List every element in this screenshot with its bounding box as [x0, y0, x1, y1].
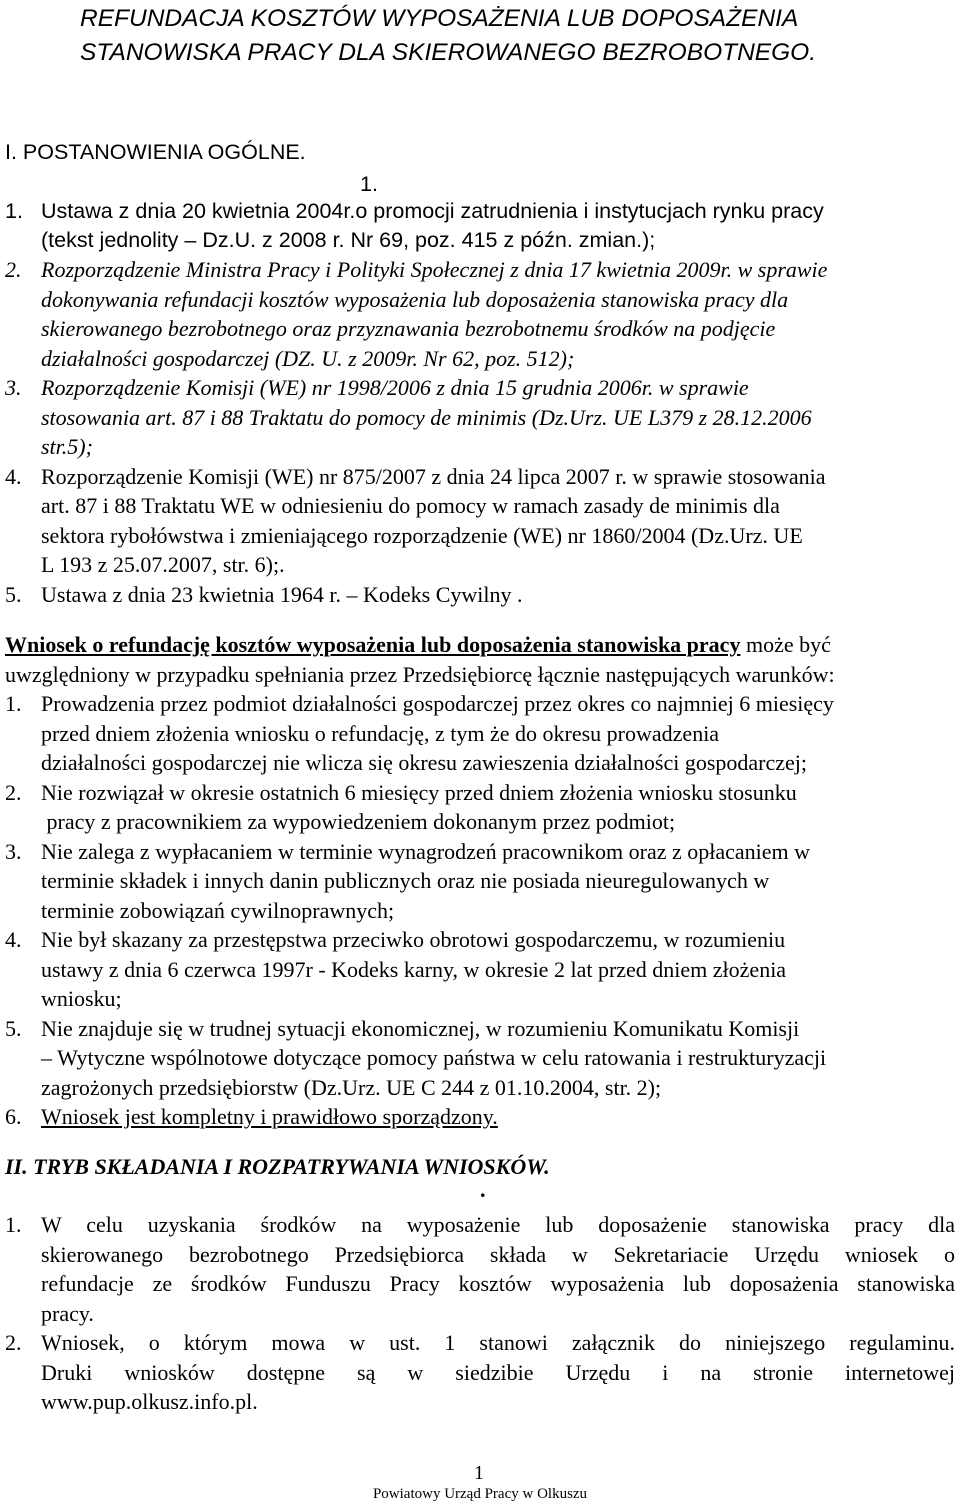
item-number: 2.: [5, 779, 22, 805]
item-line: skierowanego bezrobotnego Przedsiębiorca składa w Sekretariacie Urzędu wniosek o: [41, 1241, 955, 1267]
item-line: Nie był skazany za przestępstwa przeciwko obrotowi gospodarczemu, w rozumieniu: [41, 927, 786, 952]
procedure-item: [5, 1328, 955, 1417]
document-title: [80, 2, 940, 70]
conditions-intro: [5, 630, 955, 689]
item-line: terminie zobowiązań cywilnoprawnych;: [41, 897, 395, 923]
condition-item: [5, 689, 955, 778]
item-line: Wniosek, o którym mowa w ust. 1 stanowi załącznik do niniejszego regulaminu.: [41, 1330, 955, 1355]
item-line: refundacje ze środków Funduszu Pracy kosztów wyposażenia lub doposażenia stanowiska: [41, 1271, 955, 1296]
item-number: 4.: [5, 927, 22, 952]
legal-basis-item: [5, 373, 955, 462]
intro-rest-text: może być: [740, 632, 831, 657]
section-2-heading: II. TRYB SKŁADANIA I ROZPATRYWANIA WNIOSKÓW.: [5, 1154, 550, 1179]
item-number: 1.: [5, 1212, 22, 1237]
item-line: Nie znajduje się w trudnej sytuacji ekonomicznej, w rozumieniu Komunikatu Komisji: [41, 1015, 800, 1041]
legal-basis-item: [5, 462, 955, 580]
item-line: (tekst jednolity – Dz.U. z 2008 r. Nr 69, poz. 415 z późn. zmian.);: [41, 228, 656, 252]
condition-item: [5, 925, 955, 1014]
item-line: Prowadzenia przez podmiot działalności gospodarczej przez okres co najmniej 6 miesięcy: [41, 691, 834, 716]
page-footer: Powiatowy Urząd Pracy w Olkuszu: [372, 1486, 588, 1502]
item-number: 1.: [5, 691, 22, 716]
item-number: 1.: [5, 199, 23, 223]
item-line: – Wytyczne wspólnotowe dotyczące pomocy państwa w celu ratowania i restrukturyzacji: [41, 1045, 827, 1070]
condition-item: [5, 1014, 955, 1103]
section-1-heading: I. POSTANOWIENIA OGÓLNE.: [5, 140, 306, 164]
item-line: W celu uzyskania środków na wyposażenie lub doposażenie stanowiska pracy dla: [41, 1212, 955, 1237]
item-number: 2.: [5, 1330, 22, 1355]
item-line: dokonywania refundacji kosztów wyposażenia lub doposażenia stanowiska pracy dla: [41, 286, 789, 312]
item-line: Rozporządzenie Ministra Pracy i Polityki Społecznej z dnia 17 kwietnia 2009r. w sprawie: [41, 257, 828, 282]
item-line: przed dniem złożenia wniosku o refundację, z tym że do okresu prowadzenia: [41, 720, 720, 746]
item-line: pracy z pracownikiem za wypowiedzeniem dokonanym przez podmiot;: [41, 809, 676, 834]
item-line: www.pup.olkusz.info.pl.: [41, 1389, 258, 1414]
legal-basis-item: [5, 255, 955, 373]
intro-bold-text: Wniosek o refundację kosztów wyposażenia lub doposażenia stanowiska pracy: [5, 632, 741, 657]
item-number: 3.: [5, 838, 22, 864]
item-line: stosowania art. 87 i 88 Traktatu do pomocy de minimis (Dz.Urz. UE L379 z 28.12.2006: [41, 404, 812, 430]
item-line: Nie rozwiązał w okresie ostatnich 6 miesięcy przed dniem złożenia wniosku stosunku: [41, 779, 797, 805]
item-line: terminie składek i innych danin publicznych oraz nie posiada nieuregulowanych w: [41, 868, 770, 893]
title-line-2: STANOWISKA PRACY DLA SKIEROWANEGO BEZROBOTNEGO.: [80, 39, 817, 66]
item-line: sektora rybołówstwa i zmieniającego rozporządzenie (WE) nr 1860/2004 (Dz.Urz. UE: [41, 522, 803, 548]
legal-basis-item: [5, 580, 955, 610]
item-number: 4.: [5, 463, 22, 489]
intro-line-1: [5, 630, 955, 660]
item-line: L 193 z 25.07.2007, str. 6);.: [41, 552, 285, 577]
item-line: Nie zalega z wypłacaniem w terminie wynagrodzeń pracownikom oraz z opłacaniem w: [41, 838, 811, 864]
legal-basis-list: [5, 197, 955, 609]
item-line: zagrożonych przedsiębiorstw (Dz.Urz. UE C 244 z 01.10.2004, str. 2);: [41, 1074, 662, 1100]
item-line: Rozporządzenie Komisji (WE) nr 875/2007 z dnia 24 lipca 2007 r. w sprawie stosowania: [41, 463, 826, 489]
item-line: Druki wniosków dostępne są w siedzibie Urzędu i na stronie internetowej: [41, 1359, 955, 1385]
item-line: działalności gospodarczej (DZ. U. z 2009r. Nr 62, poz. 512);: [41, 345, 575, 371]
item-line: Ustawa z dnia 20 kwietnia 2004r.o promocji zatrudnienia i instytucjach rynku pracy: [41, 199, 824, 223]
title-line-1: REFUNDACJA KOSZTÓW WYPOSAŻENIA LUB DOPOSAŻENIA: [80, 5, 799, 32]
item-number: 5.: [5, 1015, 22, 1041]
intro-line-2: uwzględniony w przypadku spełniania przez Przedsiębiorcę łącznie następujących warunków:: [5, 661, 835, 687]
legal-basis-item: [5, 197, 955, 255]
item-line: pracy.: [41, 1300, 94, 1326]
item-number: 6.: [5, 1104, 22, 1129]
item-number: 3.: [5, 375, 22, 400]
item-line: ustawy z dnia 6 czerwca 1997r - Kodeks karny, w okresie 2 lat przed dniem złożenia: [41, 956, 787, 982]
condition-item: [5, 837, 955, 926]
item-line: Rozporządzenie Komisji (WE) nr 1998/2006 z dnia 15 grudnia 2006r. w sprawie: [41, 375, 749, 400]
item-line: art. 87 i 88 Traktatu WE w odniesieniu do pomocy w ramach zasady de minimis dla: [41, 493, 780, 518]
page-number: 1: [474, 1462, 484, 1484]
section-1-subnumber: 1.: [360, 172, 378, 196]
item-line: działalności gospodarczej nie wlicza się okresu zawieszenia działalności gospodarczej;: [41, 750, 808, 775]
condition-item: [5, 778, 955, 837]
item-line: wniosku;: [41, 986, 122, 1011]
item-number: 2.: [5, 257, 22, 282]
section-2-dot: .: [480, 1177, 486, 1202]
item-line: skierowanego bezrobotnego oraz przyznawania bezrobotnemu środków na podjęcie: [41, 316, 776, 341]
condition-item: [5, 1102, 955, 1132]
item-line: str.5);: [41, 434, 93, 459]
procedure-list: [5, 1210, 955, 1417]
item-number: 5.: [5, 581, 22, 607]
procedure-item: [5, 1210, 955, 1328]
item-line: Ustawa z dnia 23 kwietnia 1964 r. – Kodeks Cywilny .: [41, 581, 523, 607]
conditions-list: [5, 689, 955, 1132]
item-line: Wniosek jest kompletny i prawidłowo sporządzony.: [41, 1104, 498, 1129]
